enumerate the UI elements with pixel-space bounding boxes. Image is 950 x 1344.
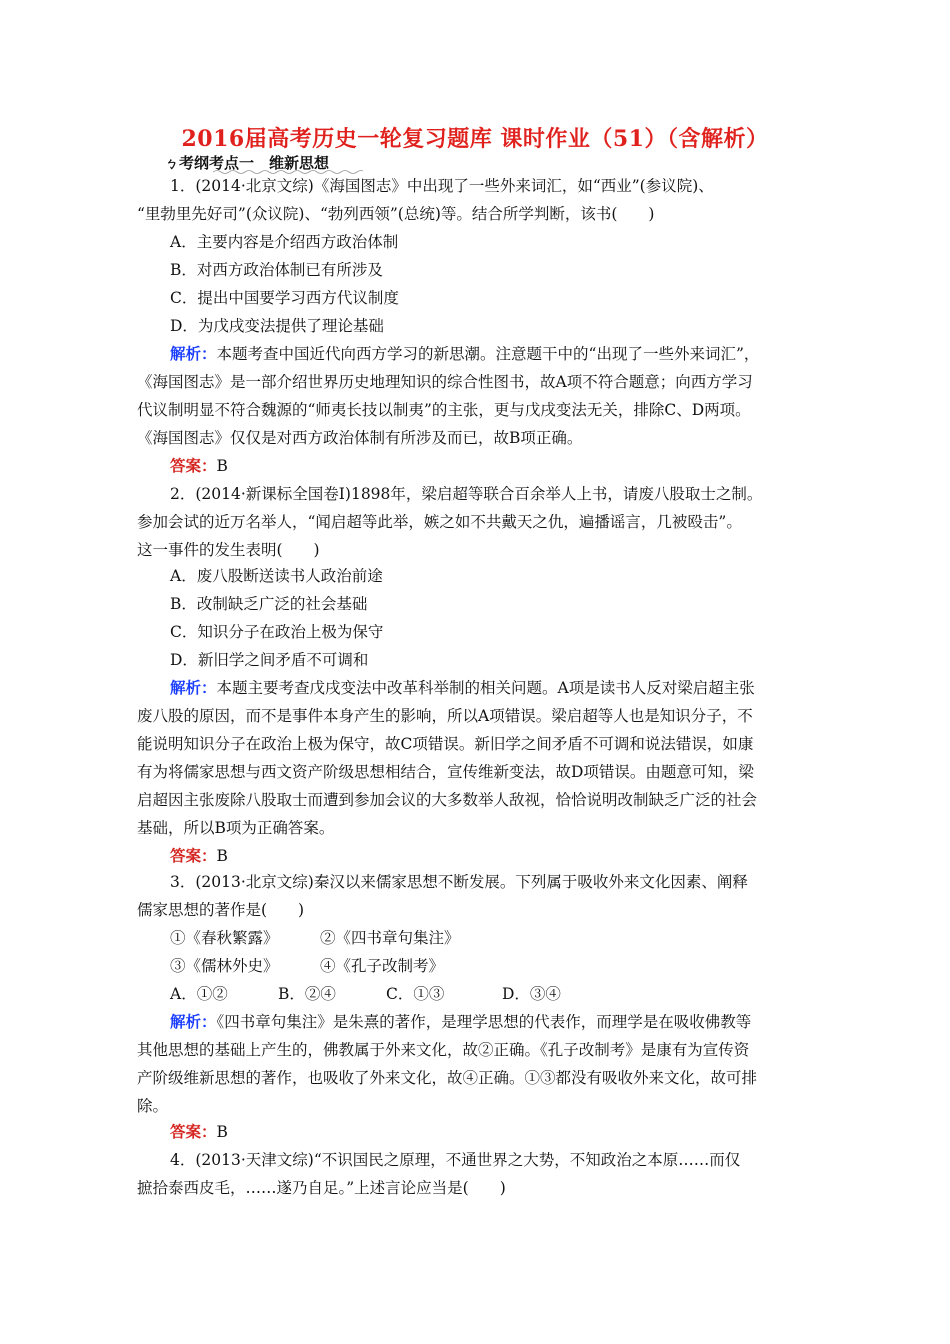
- analysis-text: 《四书章句集注》是朱熹的著作，是理学思想的代表作，而理学是在吸收佛教等: [216, 1013, 752, 1031]
- q2-option-c: C．知识分子在政治上极为保守: [170, 623, 384, 641]
- q1-stem-line-2: “里勃里先好司”(众议院)、“勃列西领”(总统)等。结合所学判断，该书( ): [137, 205, 655, 223]
- q4-stem-line-1: 4．(2013·天津文综)“不识国民之原理，不通世界之大势，不知政治之本原……而仅: [170, 1151, 741, 1169]
- q2-analysis-line-6: 基础，所以B项为正确答案。: [137, 819, 335, 837]
- analysis-text: 本题主要考查戊戌变法中改革科举制的相关问题。A项是读书人反对梁启超主张: [216, 679, 755, 697]
- q1-analysis-line-2: 《海国图志》是一部介绍世界历史地理知识的综合性图书，故A项不符合题意；向西方学习: [137, 373, 753, 391]
- q3-item-3: ③《儒林外史》: [170, 957, 279, 975]
- q3-item-4: ④《孔子改制考》: [320, 957, 445, 975]
- q2-analysis-line-2: 废八股的原因，而不是事件本身产生的影响，所以A项错误。梁启超等人也是知识分子，不: [137, 707, 753, 725]
- q3-options-row: [170, 984, 850, 1004]
- q3-item-2: ②《四书章句集注》: [320, 929, 460, 947]
- q3-item-1: ①《春秋繁露》: [170, 929, 279, 947]
- analysis-label: 解析：: [170, 344, 217, 363]
- q2-stem-line-3: 这一事件的发生表明( ): [137, 541, 320, 559]
- q3-option-d: D．③④: [502, 985, 561, 1003]
- q3-answer: [170, 1122, 850, 1142]
- analysis-label: 解析：: [170, 1012, 217, 1031]
- section-title: 考纲考点一 维新思想: [179, 154, 330, 172]
- analysis-text: 本题考查中国近代向西方学习的新思潮。注意题干中的“出现了一些外来词汇”，: [216, 345, 760, 363]
- answer-label: 答案：: [170, 846, 217, 865]
- q3-stem-line-2: 儒家思想的著作是( ): [137, 901, 305, 919]
- q3-analysis-line-3: 产阶级维新思想的著作，也吸收了外来文化，故④正确。①③都没有吸收外来文化，故可排: [137, 1069, 758, 1087]
- q2-option-d: D．新旧学之间矛盾不可调和: [170, 651, 369, 669]
- q1-answer: [170, 456, 850, 476]
- q1-option-a: A．主要内容是介绍西方政治体制: [170, 233, 399, 251]
- q3-items-row-1: [170, 928, 850, 948]
- q3-analysis-line-1: [170, 1012, 850, 1032]
- q1-analysis-line-1: [170, 344, 850, 364]
- q2-option-b: B．改制缺乏广泛的社会基础: [170, 595, 368, 613]
- page-title: 2016届高考历史一轮复习题库 课时作业（51）（含解析）: [181, 126, 769, 152]
- q2-analysis-line-3: 能说明知识分子在政治上极为保守，故C项错误。新旧学之间矛盾不可调和说法错误，如康: [137, 735, 754, 753]
- q3-stem-line-1: 3．(2013·北京文综)秦汉以来儒家思想不断发展。下列属于吸收外来文化因素、阐释: [170, 873, 748, 891]
- wavy-underline: [213, 169, 363, 175]
- section-mark: ㄅ: [165, 157, 179, 172]
- q1-option-d: D．为戊戌变法提供了理论基础: [170, 317, 384, 335]
- q1-analysis-line-3: 代议制明显不符合魏源的“师夷长技以制夷”的主张，更与戊戌变法无关，排除C、D两项。: [137, 401, 751, 419]
- answer-value: B: [216, 847, 228, 865]
- q3-analysis-line-2: 其他思想的基础上产生的，佛教属于外来文化，故②正确。《孔子改制考》是康有为宣传资: [137, 1041, 750, 1059]
- answer-value: B: [216, 1123, 228, 1141]
- q2-analysis-line-5: 启超因主张废除八股取士而遭到参加会议的大多数举人敌视，恰恰说明改制缺乏广泛的社会: [137, 791, 758, 809]
- q1-option-b: B．对西方政治体制已有所涉及: [170, 261, 383, 279]
- q2-analysis-line-4: 有为将儒家思想与西文资产阶级思想相结合，宣传维新变法，故D项错误。由题意可知，梁: [137, 763, 754, 781]
- q3-option-c: C．①③: [386, 985, 445, 1003]
- answer-value: B: [216, 457, 228, 475]
- q3-items-row-2: [170, 956, 850, 976]
- q1-analysis-line-4: 《海国图志》仅仅是对西方政治体制有所涉及而已，故B项正确。: [137, 429, 583, 447]
- analysis-label: 解析：: [170, 678, 217, 697]
- q1-option-c: C．提出中国要学习西方代议制度: [170, 289, 399, 307]
- q3-analysis-line-4: 除。: [137, 1097, 169, 1115]
- section-heading: [165, 152, 329, 173]
- q3-option-a: A．①②: [170, 985, 228, 1003]
- q4-stem-line-2: 摭拾泰西皮毛，……遂乃自足。”上述言论应当是( ): [137, 1179, 506, 1197]
- q2-analysis-line-1: [170, 678, 850, 698]
- q1-stem-line-1: 1．(2014·北京文综)《海国图志》中出现了一些外来词汇，如“西业”(参议院)、: [170, 177, 714, 195]
- q3-option-b: B．②④: [278, 985, 336, 1003]
- answer-label: 答案：: [170, 1122, 217, 1141]
- answer-label: 答案：: [170, 456, 217, 475]
- q2-answer: [170, 846, 850, 866]
- q2-stem-line-2: 参加会试的近万名举人，“闻启超等此举，嫉之如不共戴天之仇，遍播谣言，几被殴击”。: [137, 513, 742, 531]
- q2-stem-line-1: 2．(2014·新课标全国卷Ⅰ)1898年，梁启超等联合百余举人上书，请废八股取士之制。: [170, 485, 763, 503]
- q2-option-a: A．废八股断送读书人政治前途: [170, 567, 383, 585]
